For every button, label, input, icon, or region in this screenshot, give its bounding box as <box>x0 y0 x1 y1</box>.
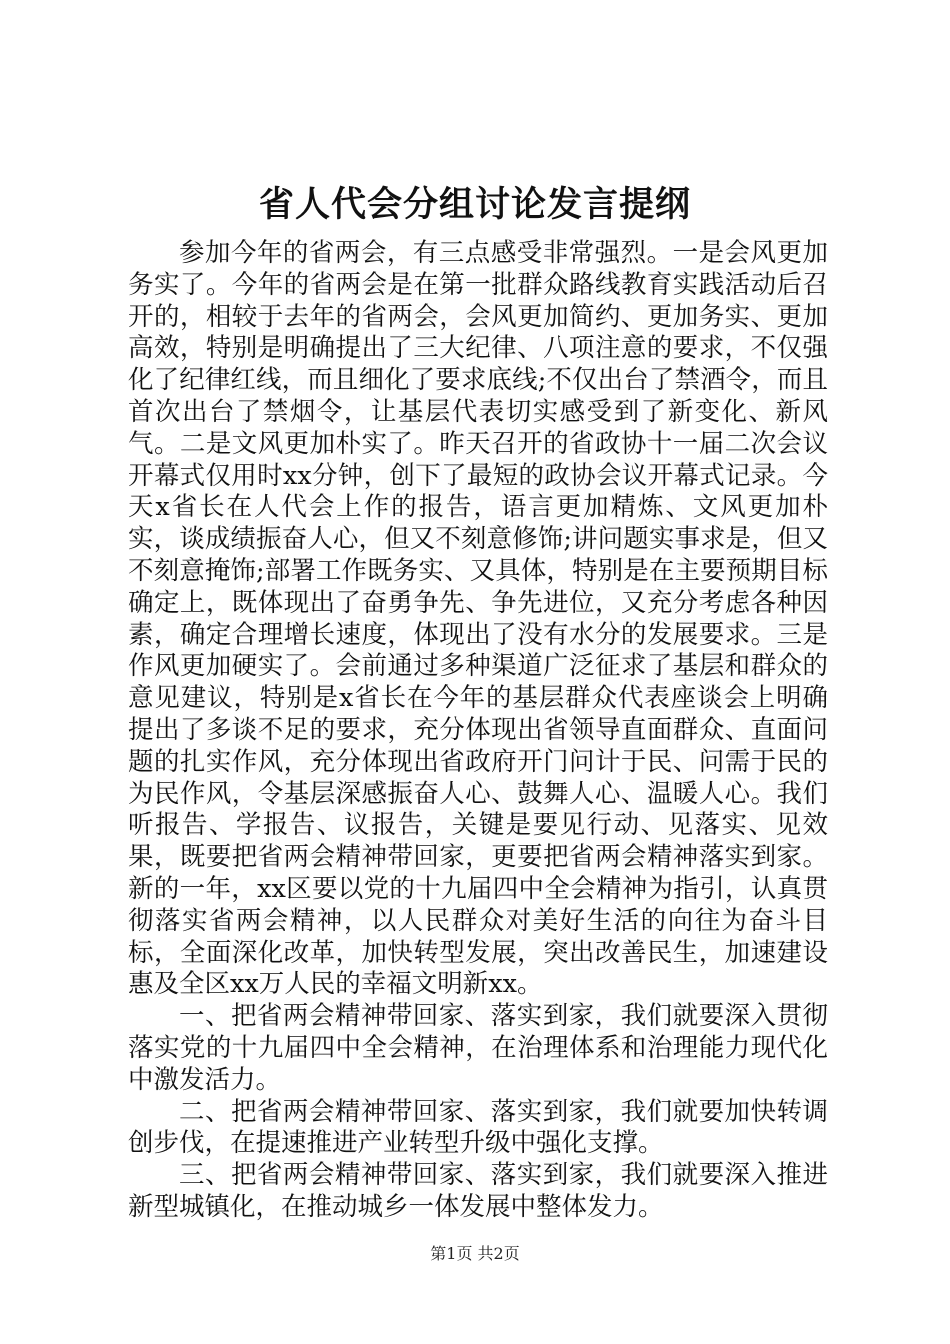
paragraph-point-two: 二、把省两会精神带回家、落实到家，我们就要加快转调创步伐，在提速推进产业转型升级中强化支撑。 <box>128 1096 828 1159</box>
paragraph-point-one: 一、把省两会精神带回家、落实到家，我们就要深入贯彻落实党的十九届四中全会精神，在治理体系和治理能力现代化中激发活力。 <box>128 1001 828 1095</box>
page-footer <box>0 1242 950 1266</box>
document-title: 省人代会分组讨论发言提纲 <box>258 184 691 225</box>
paragraph-point-three: 三、把省两会精神带回家、落实到家，我们就要深入推进新型城镇化，在推动城乡一体发展中整体发力。 <box>128 1160 828 1222</box>
paragraph-intro: 参加今年的省两会，有三点感受非常强烈。一是会风更加务实了。今年的省两会是在第一批群众路线教育实践活动后召开的，相较于去年的省两会，会风更加简约、更加务实、更加高效，特别是明确提出了三大纪律、八项注意的要求，不仅强化了纪律红线，而且细化了要求底线;不仅出台了禁酒令，而且首次出台了禁烟令，让基层代表切实感受到了新变化、新风气。二是文风更加朴实了。昨天召开的省政协十一届二次会议开幕式仅用时xx分钟，创下了最短的政协会议开幕式记录。今天x省长在人代会上作的报告，语言更加精炼、文风更加朴实，谈成绩振奋人心，但又不刻意修饰;讲问题实事求是，但又不刻意掩饰;部署工作既务实、又具体，特别是在主要预期目标确定上，既体现出了奋勇争先、争先进位，又充分考虑各种因素，确定合理增长速度，体现出了没有水分的发展要求。三是作风更加硬实了。会前通过多种渠道广泛征求了基层和群众的意见建议，特别是x省长在今年的基层群众代表座谈会上明确提出了多谈不足的要求，充分体现出省领导直面群众、直面问题的扎实作风，充分体现出省政府开门问计于民、问需于民的为民作风，令基层深感振奋人心、鼓舞人心、温暖人心。我们听报告、学报告、议报告，关键是要见行动、见落实、见效果，既要把省两会精神带回家，更要把省两会精神落实到家。新的一年，xx区要以党的十九届四中全会精神为指引，认真贯彻落实省两会精神，以人民群众对美好生活的向往为奋斗目标，全面深化改革，加快转型发展，突出改善民生，加速建设惠及全区xx万人民的幸福文明新xx。 <box>128 238 828 1000</box>
document-body <box>128 238 828 1224</box>
page-number-indicator: 第1页 共2页 <box>430 1244 520 1263</box>
